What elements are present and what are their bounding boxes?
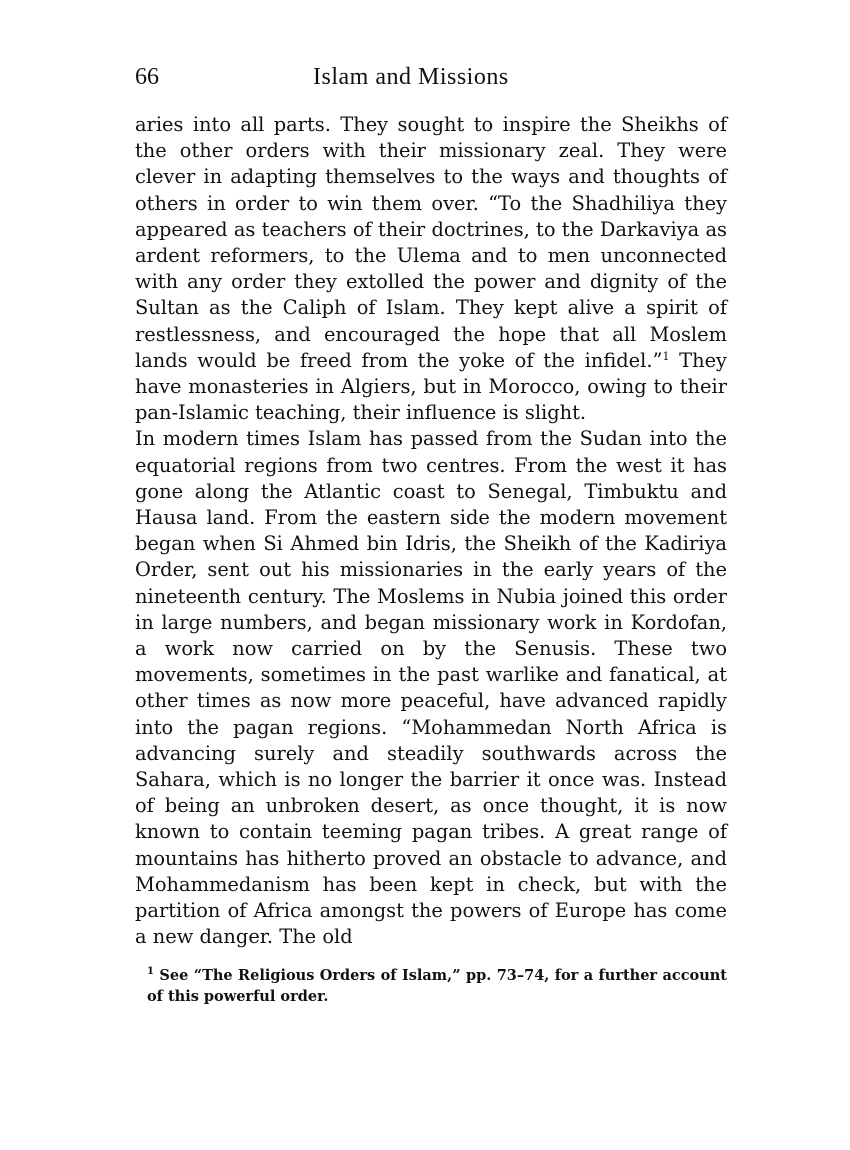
paragraph-text-continued: They have monasteries in Algiers, but in Morocco, owing to their pan-Islamic teaching, their influence is slight. [135,348,727,425]
book-page [135,62,727,1007]
running-title: Islam and Missions [313,64,509,90]
paragraph [135,112,727,426]
footnote [135,965,727,1007]
running-head [135,62,727,96]
paragraph-text: aries into all parts. They sought to inspire the Sheikhs of the other orders with their missionary zeal. They were clever in adapting themselves to the ways and thoughts of others in order to win them over. “To the Shadhiliya they appeared as teachers of their doctrines, to the Darkaviya as ardent reformers, to the Ulema and to men unconnected with any order they extolled the power and dignity of the Sultan as the Caliph of Islam. They kept alive a spirit of restlessness, and encouraged the hope that all Moslem lands would be freed from the yoke of the infidel.” [135,113,727,372]
body-text [135,112,727,951]
footnote-mark: 1 [147,965,154,977]
paragraph [135,426,727,950]
paragraph-text: In modern times Islam has passed from the Sudan into the equatorial regions from two centres. From the west it has gone along the Atlantic coast to Senegal, Timbuktu and Hausa land. From the eastern side the modern movement began when Si Ahmed bin Idris, the Sheikh of the Kadiriya Order, sent out his missionaries in the early years of the nineteenth century. The Moslems in Nubia joined this order in large numbers, and began missionary work in Kordofan, a work now carried on by the Senusis. These two movements, sometimes in the past warlike and fanatical, at other times as now more peaceful, have advanced rapidly into the pagan regions. “Mohammedan North Africa is advancing surely and steadily southwards across the Sahara, which is no longer the barrier it once was. Instead of being an unbroken desert, as once thought, it is now known to contain teeming pagan tribes. A great range of mountains has hitherto proved an obstacle to advance, and Mohammedanism has been kept in check, but with the partition of Africa amongst the powers of Europe has come a new danger. The old [135,427,727,949]
footnote-text: See “The Religious Orders of Islam,” pp. 73–74, for a further account of this powerful order. [147,966,727,1005]
footnote-line [135,965,727,1007]
page-number: 66 [135,64,159,90]
footnote-reference: 1 [662,349,670,363]
